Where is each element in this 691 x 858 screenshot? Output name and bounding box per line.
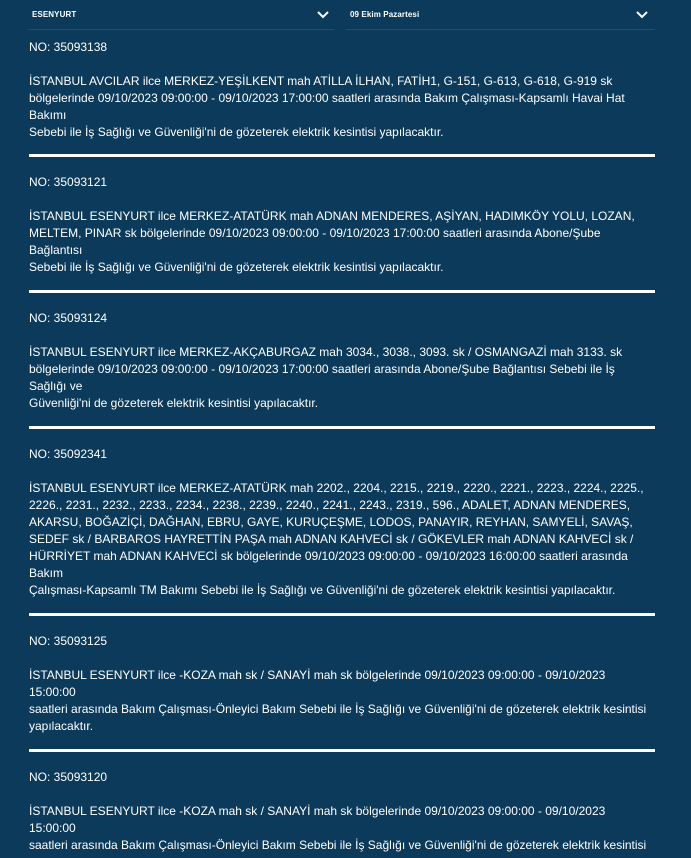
record-number: NO: 35092341: [29, 447, 108, 461]
record-line: Çalışması-Kapsamlı TM Bakımı Sebebi ile İş Sağlığı ve Güvenliği'ni de gözeterek elektrik kesintisi yapılacaktır.: [29, 583, 616, 597]
filter-bar: [0, 0, 691, 32]
record-line: Sebebi ile İş Sağlığı ve Güvenliği'ni de gözeterek elektrik kesintisi yapılacaktır.: [29, 260, 444, 274]
outage-record: [29, 157, 655, 290]
record-number: NO: 35093124: [29, 311, 108, 325]
date-select-value: 09 Ekim Pazartesi: [350, 10, 420, 19]
record-line: İSTANBUL ESENYURT ilce MERKEZ-ATATÜRK mah 2202., 2204., 2215., 2219., 2220., 2221., 2223., 2224., 2225.,: [29, 481, 644, 495]
chevron-down-icon: [316, 8, 330, 22]
record-line: İSTANBUL ESENYURT ilce MERKEZ-AKÇABURGAZ mah 3034., 3038., 3093. sk / OSMANGAZİ mah 3133. sk: [29, 345, 623, 359]
district-select[interactable]: [28, 0, 334, 30]
record-line: Güvenliği'ni de gözeterek elektrik kesintisi yapılacaktır.: [29, 396, 319, 410]
record-line: bölgelerinde 09/10/2023 09:00:00 - 09/10/2023 17:00:00 saatleri arasında Bakım Çalışması-Kapsamlı Havai Hat Bakımı: [29, 91, 625, 122]
outage-record: [29, 429, 655, 613]
outage-record: [29, 293, 655, 426]
record-line: saatleri arasında Bakım Çalışması-Önleyici Bakım Sebebi ile İş Sağlığı ve Güvenliği'ni de gözeterek elektrik kesintisi: [29, 838, 647, 852]
record-number: NO: 35093125: [29, 634, 108, 648]
outage-record: [29, 752, 655, 852]
outage-list: [29, 30, 655, 852]
record-description: [29, 55, 655, 141]
record-line: MELTEM, PINAR sk bölgelerinde 09/10/2023 09:00:00 - 09/10/2023 17:00:00 saatleri arasında Abone/Şube Bağlantısı: [29, 226, 601, 257]
record-description: [29, 649, 655, 735]
record-line: SEDEF sk / BARBAROS HAYRETTİN PAŞA mah ADNAN KAHVECİ sk / GÖKEVLER mah ADNAN KAHVECİ sk /: [29, 532, 634, 546]
record-line: bölgelerinde 09/10/2023 09:00:00 - 09/10/2023 17:00:00 saatleri arasında Abone/Şube Bağlantısı Sebebi ile İş Sağlığı ve: [29, 362, 615, 393]
date-select[interactable]: [346, 0, 655, 30]
record-description: [29, 785, 655, 854]
record-description: [29, 326, 655, 412]
record-line: İSTANBUL ESENYURT ilce -KOZA mah sk / SANAYİ mah sk bölgelerinde 09/10/2023 09:00:00 - 09/10/2023 15:00:00: [29, 668, 606, 699]
chevron-down-icon: [635, 8, 649, 22]
record-description: [29, 190, 655, 276]
record-line: yapılacaktır.: [29, 719, 94, 733]
record-line: 2226., 2231., 2232., 2233., 2234., 2238., 2239., 2240., 2241., 2243., 2319., 596., ADALET, ADNAN MENDERES,: [29, 498, 631, 512]
record-number: NO: 35093121: [29, 175, 108, 189]
record-line: İSTANBUL ESENYURT ilce -KOZA mah sk / SANAYİ mah sk bölgelerinde 09/10/2023 09:00:00 - 09/10/2023 15:00:00: [29, 804, 606, 835]
outage-record: [29, 616, 655, 749]
record-number: NO: 35093120: [29, 770, 108, 784]
record-description: [29, 462, 655, 599]
record-line: İSTANBUL ESENYURT ilce MERKEZ-ATATÜRK mah ADNAN MENDERES, AŞİYAN, HADIMKÖY YOLU, LOZAN,: [29, 209, 635, 223]
record-line: İSTANBUL AVCILAR ilce MERKEZ-YEŞİLKENT mah ATİLLA İLHAN, FATİH1, G-151, G-613, G-618, G-919 sk: [29, 74, 613, 88]
record-number: NO: 35093138: [29, 40, 108, 54]
district-select-value: ESENYURT: [32, 10, 77, 19]
outage-record: [29, 30, 655, 154]
record-line: AKARSU, BOĞAZİÇİ, DAĞHAN, EBRU, GAYE, KURUÇEŞME, LODOS, PANAYIR, REYHAN, SAMYELİ, SAVAŞ,: [29, 515, 633, 529]
record-line: Sebebi ile İş Sağlığı ve Güvenliği'ni de gözeterek elektrik kesintisi yapılacaktır.: [29, 125, 444, 139]
record-line: HÜRRİYET mah ADNAN KAHVECİ sk bölgelerinde 09/10/2023 09:00:00 - 09/10/2023 16:00:00 saatleri arasında Bakım: [29, 549, 628, 580]
record-line: saatleri arasında Bakım Çalışması-Önleyici Bakım Sebebi ile İş Sağlığı ve Güvenliği'ni de gözeterek elektrik kesintisi: [29, 702, 647, 716]
